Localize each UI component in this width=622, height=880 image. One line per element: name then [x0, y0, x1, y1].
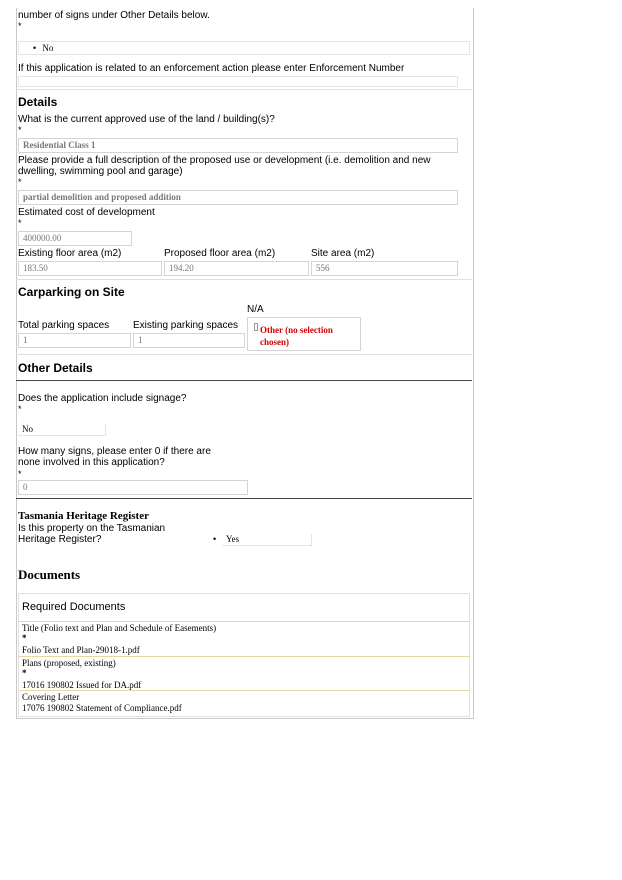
site-area-field[interactable]: 556 — [311, 261, 458, 276]
documents-panel — [18, 593, 470, 717]
required-mark: * — [22, 668, 27, 678]
existing-parking-label: Existing parking spaces — [133, 320, 239, 331]
document-category: Title (Folio text and Plan and Schedule of Easements) — [22, 623, 217, 633]
enforcement-input[interactable] — [18, 76, 458, 87]
current-use-field[interactable]: Residential Class 1 — [18, 138, 458, 153]
existing-floor-label: Existing floor area (m2) — [18, 248, 122, 259]
description-label: Please provide a full description of the proposed use or development (i.e. demolition and new dwelling, swimming pool and garage) — [18, 155, 431, 177]
divider — [19, 621, 469, 622]
heritage-question: Is this property on the Tasmanian Heritage Register? — [18, 523, 166, 545]
signs-note: number of signs under Other Details below. — [18, 10, 210, 21]
document-file-link[interactable]: 17016 190802 Issued for DA.pdf — [22, 680, 142, 690]
divider — [16, 279, 472, 280]
cost-field[interactable]: 400000.00 — [18, 231, 132, 246]
signs-select[interactable]: • No — [18, 41, 470, 55]
total-parking-field[interactable]: 1 — [18, 333, 131, 348]
checkbox-icon — [254, 323, 258, 331]
required-mark: * — [22, 633, 27, 643]
required-mark: * — [18, 469, 22, 479]
documents-heading: Documents — [18, 567, 81, 582]
document-file-link[interactable]: 17076 190802 Statement of Compliance.pdf — [22, 703, 182, 713]
carparking-heading: Carparking on Site — [18, 285, 125, 299]
other-details-heading: Other Details — [18, 361, 93, 375]
na-label: N/A — [247, 304, 264, 315]
proposed-floor-field[interactable]: 194.20 — [164, 261, 309, 276]
current-use-label: What is the current approved use of the land / building(s)? — [18, 114, 275, 125]
divider — [16, 354, 472, 355]
details-heading: Details — [18, 95, 58, 109]
divider — [16, 89, 472, 90]
existing-floor-field[interactable]: 183.50 — [18, 261, 162, 276]
divider — [19, 690, 469, 691]
required-mark: * — [18, 218, 22, 228]
required-mark: * — [18, 177, 22, 187]
required-mark: * — [18, 404, 22, 414]
heritage-heading: Tasmania Heritage Register — [18, 510, 149, 522]
signage-select[interactable]: No — [18, 424, 106, 436]
document-category: Plans (proposed, existing) — [22, 658, 116, 668]
signs-count-label: How many signs, please enter 0 if there are none involved in this application? — [18, 446, 211, 468]
document-file-link[interactable]: Folio Text and Plan-29018-1.pdf — [22, 645, 140, 655]
bullet-icon: • — [213, 534, 217, 544]
heritage-select[interactable]: Yes — [222, 534, 312, 546]
divider — [16, 498, 472, 499]
divider — [19, 656, 469, 657]
enforcement-label: If this application is related to an enforcement action please enter Enforcement Number — [18, 63, 405, 74]
site-area-label: Site area (m2) — [311, 248, 375, 259]
cost-label: Estimated cost of development — [18, 207, 155, 218]
total-parking-label: Total parking spaces — [18, 320, 110, 331]
divider — [16, 380, 472, 381]
other-select[interactable] — [247, 317, 361, 351]
required-mark: * — [18, 21, 22, 31]
signage-label: Does the application include signage? — [18, 393, 187, 404]
proposed-floor-label: Proposed floor area (m2) — [164, 248, 276, 259]
signs-select-value: No — [42, 43, 54, 53]
other-select-value: Other (no selection chosen) — [260, 325, 333, 347]
description-field[interactable]: partial demolition and proposed addition — [18, 190, 458, 205]
existing-parking-field[interactable]: 1 — [133, 333, 245, 348]
document-category: Covering Letter — [22, 692, 80, 702]
documents-panel-title: Required Documents — [22, 601, 126, 613]
required-mark: * — [18, 125, 22, 135]
signs-count-field[interactable]: 0 — [18, 480, 248, 495]
